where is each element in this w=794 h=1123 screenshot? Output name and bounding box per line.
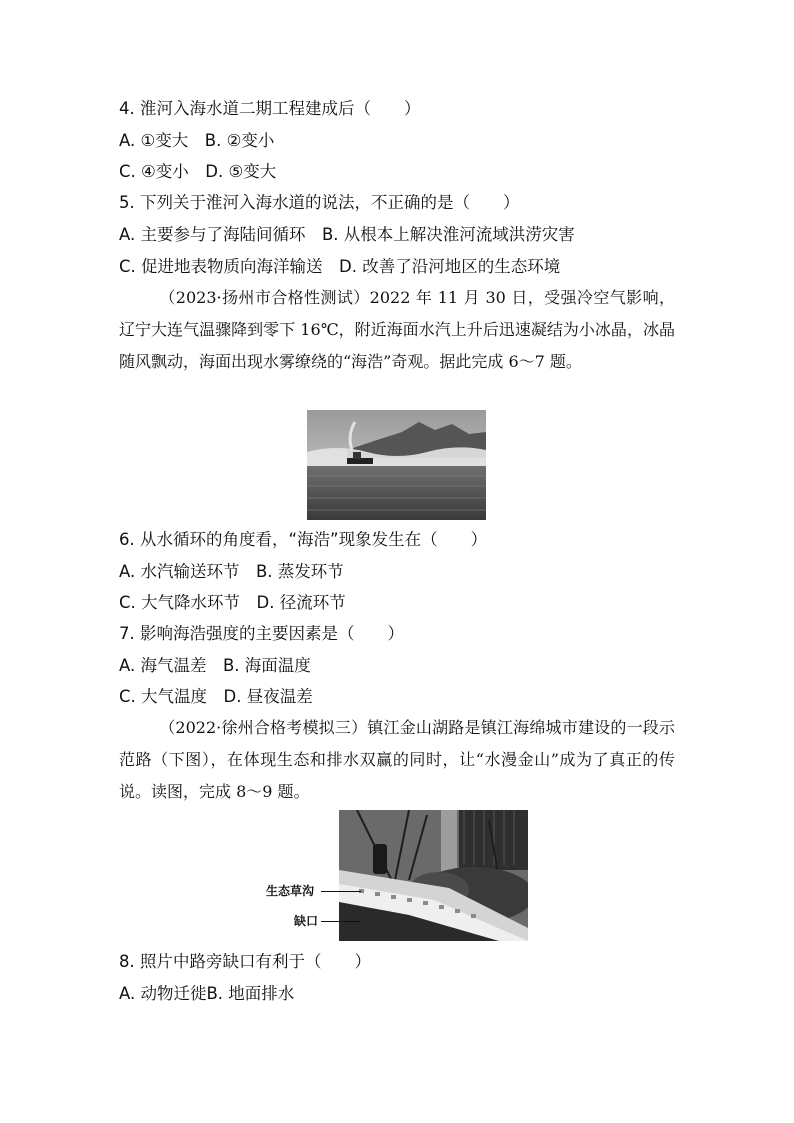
label-eco-ditch: 生态草沟 — [266, 884, 315, 898]
passage-haihao: （2023·扬州市合格性测试）2022 年 11 月 30 日，受强冷空气影响，辽宁大连气温骤降到零下 16℃，附近海面水汽上升后迅速凝结为小冰晶，冰晶随风飘动，海面出现水雾缭绕的“海浩”奇观。据此完成 6～7 题。 — [119, 288, 675, 371]
q6-options-row2: C. 大气降水环节 D. 径流环节 — [119, 593, 346, 612]
q8-options-row1: A. 动物迁徙B. 地面排水 — [119, 984, 295, 1003]
sea-smoke-photo — [307, 410, 486, 520]
q7-options-row1: A. 海气温差 B. 海面温度 — [119, 656, 311, 675]
q4-stem: 4. 淮河入海水道二期工程建成后（ ） — [119, 99, 421, 118]
q5-options-row2: C. 促进地表物质向海洋输送 D. 改善了沿河地区的生态环境 — [119, 257, 561, 276]
roadside-ditch-photo — [339, 810, 528, 941]
q8-stem: 8. 照片中路旁缺口有利于（ ） — [119, 952, 371, 971]
q7-stem: 7. 影响海浩强度的主要因素是（ ） — [119, 624, 404, 643]
passage-jinshan-road: （2022·徐州合格考模拟三）镇江金山湖路是镇江海绵城市建设的一段示范路（下图），在体现生态和排水双赢的同时，让“水漫金山”成为了真正的传说。读图，完成 8～9 题。 — [119, 718, 675, 801]
leader-eco-ditch — [321, 891, 361, 892]
q5-stem: 5. 下列关于淮河入海水道的说法，不正确的是（ ） — [119, 193, 520, 212]
q6-options-row1: A. 水汽输送环节 B. 蒸发环节 — [119, 562, 344, 581]
leader-gap — [321, 921, 361, 922]
q6-stem: 6. 从水循环的角度看，“海浩”现象发生在（ ） — [119, 530, 488, 549]
q7-options-row2: C. 大气温度 D. 昼夜温差 — [119, 687, 313, 706]
label-gap: 缺口 — [294, 914, 319, 928]
q4-options-row1: A. ①变大 B. ②变小 — [119, 131, 275, 150]
q4-options-row2: C. ④变小 D. ⑤变大 — [119, 162, 277, 181]
q5-options-row1: A. 主要参与了海陆间循环 B. 从根本上解决淮河流域洪涝灾害 — [119, 225, 575, 244]
